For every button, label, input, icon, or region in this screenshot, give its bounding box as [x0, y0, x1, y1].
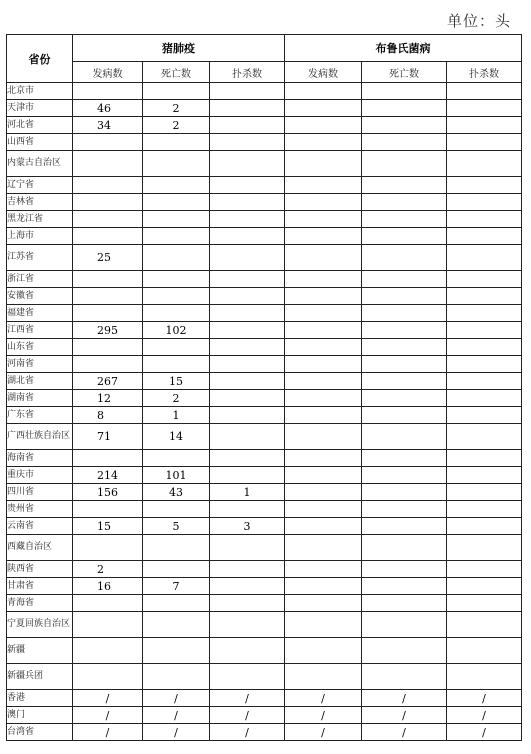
value-cell: [143, 177, 210, 194]
province-cell: 贵州省: [7, 501, 73, 518]
value-cell: [362, 578, 447, 595]
value-cell: 2: [73, 561, 143, 578]
value-cell: [73, 595, 143, 612]
table-row: [7, 501, 522, 518]
table-row: [7, 518, 522, 535]
value-cell: [210, 288, 285, 305]
value-cell: [447, 245, 522, 271]
table-row: [7, 134, 522, 151]
value-cell: /: [73, 707, 143, 724]
table-row: [7, 288, 522, 305]
table-row: [7, 724, 522, 741]
value-cell: [73, 535, 143, 561]
province-cell: 西藏自治区: [7, 535, 73, 561]
value-cell: /: [447, 724, 522, 741]
value-cell: [73, 228, 143, 245]
table-row: [7, 151, 522, 177]
value-cell: [362, 595, 447, 612]
value-cell: [447, 83, 522, 100]
value-cell: [210, 117, 285, 134]
value-cell: 3: [210, 518, 285, 535]
value-cell: [447, 100, 522, 117]
table-row: [7, 424, 522, 450]
value-cell: 8: [73, 407, 143, 424]
value-cell: [362, 228, 447, 245]
header-brucellosis: 布鲁氏菌病: [285, 35, 522, 62]
value-cell: [285, 117, 362, 134]
value-cell: 2: [143, 390, 210, 407]
value-cell: [210, 501, 285, 518]
value-cell: [447, 638, 522, 664]
value-cell: /: [210, 707, 285, 724]
value-cell: [73, 134, 143, 151]
value-cell: [210, 322, 285, 339]
value-cell: [362, 100, 447, 117]
value-cell: [362, 305, 447, 322]
value-cell: [210, 177, 285, 194]
table-row: [7, 245, 522, 271]
value-cell: [362, 390, 447, 407]
value-cell: [285, 450, 362, 467]
value-cell: [73, 339, 143, 356]
province-cell: 吉林省: [7, 194, 73, 211]
value-cell: [210, 305, 285, 322]
value-cell: [73, 271, 143, 288]
table-row: [7, 177, 522, 194]
value-cell: [362, 407, 447, 424]
value-cell: [362, 518, 447, 535]
province-cell: 新疆兵团: [7, 664, 73, 690]
table-row: [7, 664, 522, 690]
table-row: [7, 690, 522, 707]
value-cell: [447, 151, 522, 177]
value-cell: [447, 595, 522, 612]
value-cell: [447, 211, 522, 228]
header-col-deaths: 死亡数: [362, 62, 447, 83]
province-cell: 青海省: [7, 595, 73, 612]
value-cell: [143, 356, 210, 373]
value-cell: 15: [73, 518, 143, 535]
value-cell: 12: [73, 390, 143, 407]
value-cell: [447, 271, 522, 288]
value-cell: 295: [73, 322, 143, 339]
value-cell: [447, 339, 522, 356]
value-cell: [210, 664, 285, 690]
value-cell: [362, 339, 447, 356]
value-cell: [285, 535, 362, 561]
value-cell: [447, 373, 522, 390]
value-cell: [285, 151, 362, 177]
value-cell: [285, 424, 362, 450]
value-cell: [285, 100, 362, 117]
value-cell: /: [143, 690, 210, 707]
value-cell: [362, 134, 447, 151]
table-row: [7, 595, 522, 612]
value-cell: /: [362, 707, 447, 724]
value-cell: [143, 638, 210, 664]
value-cell: 5: [143, 518, 210, 535]
value-cell: [143, 305, 210, 322]
value-cell: /: [143, 724, 210, 741]
value-cell: [210, 83, 285, 100]
province-cell: 澳门: [7, 707, 73, 724]
value-cell: [285, 177, 362, 194]
value-cell: [73, 211, 143, 228]
value-cell: [362, 151, 447, 177]
province-cell: 海南省: [7, 450, 73, 467]
value-cell: [447, 561, 522, 578]
value-cell: [447, 356, 522, 373]
value-cell: [447, 288, 522, 305]
value-cell: [362, 117, 447, 134]
value-cell: [73, 83, 143, 100]
value-cell: [73, 194, 143, 211]
value-cell: [447, 612, 522, 638]
value-cell: [73, 638, 143, 664]
value-cell: [285, 288, 362, 305]
value-cell: [362, 664, 447, 690]
value-cell: [285, 612, 362, 638]
table-row: [7, 450, 522, 467]
value-cell: [285, 595, 362, 612]
province-cell: 天津市: [7, 100, 73, 117]
value-cell: [362, 271, 447, 288]
value-cell: 1: [210, 484, 285, 501]
value-cell: [285, 339, 362, 356]
value-cell: [285, 518, 362, 535]
value-cell: [210, 612, 285, 638]
table-row: [7, 484, 522, 501]
value-cell: 2: [143, 117, 210, 134]
value-cell: [447, 467, 522, 484]
province-cell: 山东省: [7, 339, 73, 356]
value-cell: /: [285, 724, 362, 741]
value-cell: [210, 595, 285, 612]
value-cell: [143, 134, 210, 151]
value-cell: [362, 484, 447, 501]
table-row: [7, 322, 522, 339]
value-cell: [447, 194, 522, 211]
header-col-culled: 扑杀数: [210, 62, 285, 83]
value-cell: 101: [143, 467, 210, 484]
value-cell: [285, 561, 362, 578]
value-cell: /: [285, 690, 362, 707]
value-cell: 156: [73, 484, 143, 501]
header-col-cases: 发病数: [73, 62, 143, 83]
province-cell: 内蒙古自治区: [7, 151, 73, 177]
province-cell: 宁夏回族自治区: [7, 612, 73, 638]
value-cell: [210, 578, 285, 595]
value-cell: /: [210, 690, 285, 707]
value-cell: /: [447, 707, 522, 724]
value-cell: [143, 339, 210, 356]
value-cell: [143, 595, 210, 612]
value-cell: /: [73, 690, 143, 707]
value-cell: [362, 450, 447, 467]
value-cell: [362, 373, 447, 390]
province-cell: 甘肃省: [7, 578, 73, 595]
table-row: [7, 339, 522, 356]
value-cell: [210, 424, 285, 450]
value-cell: [285, 134, 362, 151]
value-cell: [210, 535, 285, 561]
value-cell: [210, 390, 285, 407]
value-cell: [210, 467, 285, 484]
value-cell: [447, 305, 522, 322]
province-cell: 辽宁省: [7, 177, 73, 194]
value-cell: [285, 271, 362, 288]
value-cell: [362, 322, 447, 339]
value-cell: [210, 356, 285, 373]
value-cell: 43: [143, 484, 210, 501]
value-cell: [447, 450, 522, 467]
value-cell: [143, 450, 210, 467]
value-cell: 1: [143, 407, 210, 424]
value-cell: [73, 612, 143, 638]
header-swine-pasteurellosis: 猪肺疫: [73, 35, 285, 62]
province-cell: 福建省: [7, 305, 73, 322]
value-cell: [210, 373, 285, 390]
value-cell: [447, 117, 522, 134]
value-cell: [210, 450, 285, 467]
value-cell: [447, 228, 522, 245]
province-cell: 安徽省: [7, 288, 73, 305]
value-cell: [447, 407, 522, 424]
province-cell: 新疆: [7, 638, 73, 664]
header-province: 省份: [7, 35, 73, 83]
value-cell: 102: [143, 322, 210, 339]
value-cell: [73, 356, 143, 373]
table-row: [7, 612, 522, 638]
value-cell: [447, 664, 522, 690]
table-row: [7, 194, 522, 211]
value-cell: [143, 211, 210, 228]
value-cell: 15: [143, 373, 210, 390]
province-cell: 陕西省: [7, 561, 73, 578]
value-cell: [73, 501, 143, 518]
value-cell: [285, 578, 362, 595]
value-cell: [285, 390, 362, 407]
value-cell: [447, 322, 522, 339]
value-cell: [143, 501, 210, 518]
value-cell: [362, 211, 447, 228]
province-cell: 河南省: [7, 356, 73, 373]
value-cell: [73, 664, 143, 690]
value-cell: [362, 424, 447, 450]
value-cell: 7: [143, 578, 210, 595]
table-row: [7, 390, 522, 407]
value-cell: [447, 518, 522, 535]
value-cell: 14: [143, 424, 210, 450]
value-cell: [210, 228, 285, 245]
value-cell: [143, 288, 210, 305]
value-cell: [362, 501, 447, 518]
value-cell: [285, 83, 362, 100]
value-cell: [210, 561, 285, 578]
value-cell: [362, 356, 447, 373]
table-row: [7, 561, 522, 578]
province-cell: 香港: [7, 690, 73, 707]
province-cell: 云南省: [7, 518, 73, 535]
value-cell: [285, 245, 362, 271]
table-row: [7, 578, 522, 595]
value-cell: 16: [73, 578, 143, 595]
value-cell: [362, 467, 447, 484]
value-cell: [447, 177, 522, 194]
table-row: [7, 228, 522, 245]
value-cell: [362, 83, 447, 100]
value-cell: [362, 638, 447, 664]
value-cell: /: [73, 724, 143, 741]
province-cell: 河北省: [7, 117, 73, 134]
table-row: [7, 356, 522, 373]
value-cell: [285, 322, 362, 339]
value-cell: 2: [143, 100, 210, 117]
value-cell: [210, 100, 285, 117]
value-cell: [210, 134, 285, 151]
value-cell: [285, 407, 362, 424]
province-cell: 江苏省: [7, 245, 73, 271]
value-cell: [143, 83, 210, 100]
epidemic-table: [6, 34, 522, 741]
value-cell: 46: [73, 100, 143, 117]
value-cell: [447, 578, 522, 595]
value-cell: [362, 288, 447, 305]
value-cell: [285, 501, 362, 518]
value-cell: [285, 467, 362, 484]
value-cell: [285, 194, 362, 211]
value-cell: /: [362, 724, 447, 741]
value-cell: [210, 638, 285, 664]
province-cell: 广西壮族自治区: [7, 424, 73, 450]
unit-label: 单位：头: [446, 12, 511, 30]
value-cell: 267: [73, 373, 143, 390]
value-cell: [285, 373, 362, 390]
table-row: [7, 100, 522, 117]
value-cell: [285, 638, 362, 664]
value-cell: [210, 407, 285, 424]
value-cell: /: [143, 707, 210, 724]
value-cell: [143, 151, 210, 177]
value-cell: [143, 561, 210, 578]
value-cell: 71: [73, 424, 143, 450]
value-cell: [362, 612, 447, 638]
value-cell: [143, 535, 210, 561]
value-cell: /: [447, 690, 522, 707]
value-cell: [285, 356, 362, 373]
value-cell: [73, 288, 143, 305]
value-cell: [447, 424, 522, 450]
value-cell: [73, 450, 143, 467]
value-cell: [73, 305, 143, 322]
header-col-culled: 扑杀数: [447, 62, 522, 83]
value-cell: [362, 194, 447, 211]
value-cell: [285, 305, 362, 322]
province-cell: 浙江省: [7, 271, 73, 288]
value-cell: [447, 134, 522, 151]
value-cell: [210, 151, 285, 177]
table-body: [7, 83, 522, 741]
value-cell: [210, 194, 285, 211]
province-cell: 重庆市: [7, 467, 73, 484]
value-cell: [447, 501, 522, 518]
province-cell: 黑龙江省: [7, 211, 73, 228]
value-cell: [285, 228, 362, 245]
table-row: [7, 117, 522, 134]
province-cell: 四川省: [7, 484, 73, 501]
province-cell: 江西省: [7, 322, 73, 339]
province-cell: 上海市: [7, 228, 73, 245]
value-cell: [210, 271, 285, 288]
table-row: [7, 535, 522, 561]
value-cell: 214: [73, 467, 143, 484]
table-row: [7, 707, 522, 724]
table-row: [7, 407, 522, 424]
value-cell: [362, 535, 447, 561]
value-cell: [143, 664, 210, 690]
value-cell: [285, 484, 362, 501]
value-cell: /: [210, 724, 285, 741]
province-cell: 广东省: [7, 407, 73, 424]
value-cell: 34: [73, 117, 143, 134]
value-cell: [362, 177, 447, 194]
value-cell: /: [362, 690, 447, 707]
value-cell: [143, 194, 210, 211]
value-cell: [210, 339, 285, 356]
value-cell: [143, 271, 210, 288]
table-row: [7, 271, 522, 288]
value-cell: 25: [73, 245, 143, 271]
value-cell: [447, 484, 522, 501]
value-cell: [143, 245, 210, 271]
value-cell: [447, 390, 522, 407]
header-col-deaths: 死亡数: [143, 62, 210, 83]
header-col-cases: 发病数: [285, 62, 362, 83]
value-cell: [447, 535, 522, 561]
province-cell: 台湾省: [7, 724, 73, 741]
value-cell: [73, 177, 143, 194]
value-cell: [362, 561, 447, 578]
value-cell: [143, 228, 210, 245]
value-cell: [143, 612, 210, 638]
table-row: [7, 638, 522, 664]
table-row: [7, 83, 522, 100]
value-cell: [285, 664, 362, 690]
table-row: [7, 373, 522, 390]
province-cell: 湖南省: [7, 390, 73, 407]
value-cell: [285, 211, 362, 228]
table-row: [7, 211, 522, 228]
value-cell: /: [285, 707, 362, 724]
value-cell: [73, 151, 143, 177]
table-row: [7, 467, 522, 484]
value-cell: [210, 245, 285, 271]
value-cell: [210, 211, 285, 228]
province-cell: 山西省: [7, 134, 73, 151]
table-row: [7, 305, 522, 322]
province-cell: 湖北省: [7, 373, 73, 390]
province-cell: 北京市: [7, 83, 73, 100]
value-cell: [362, 245, 447, 271]
